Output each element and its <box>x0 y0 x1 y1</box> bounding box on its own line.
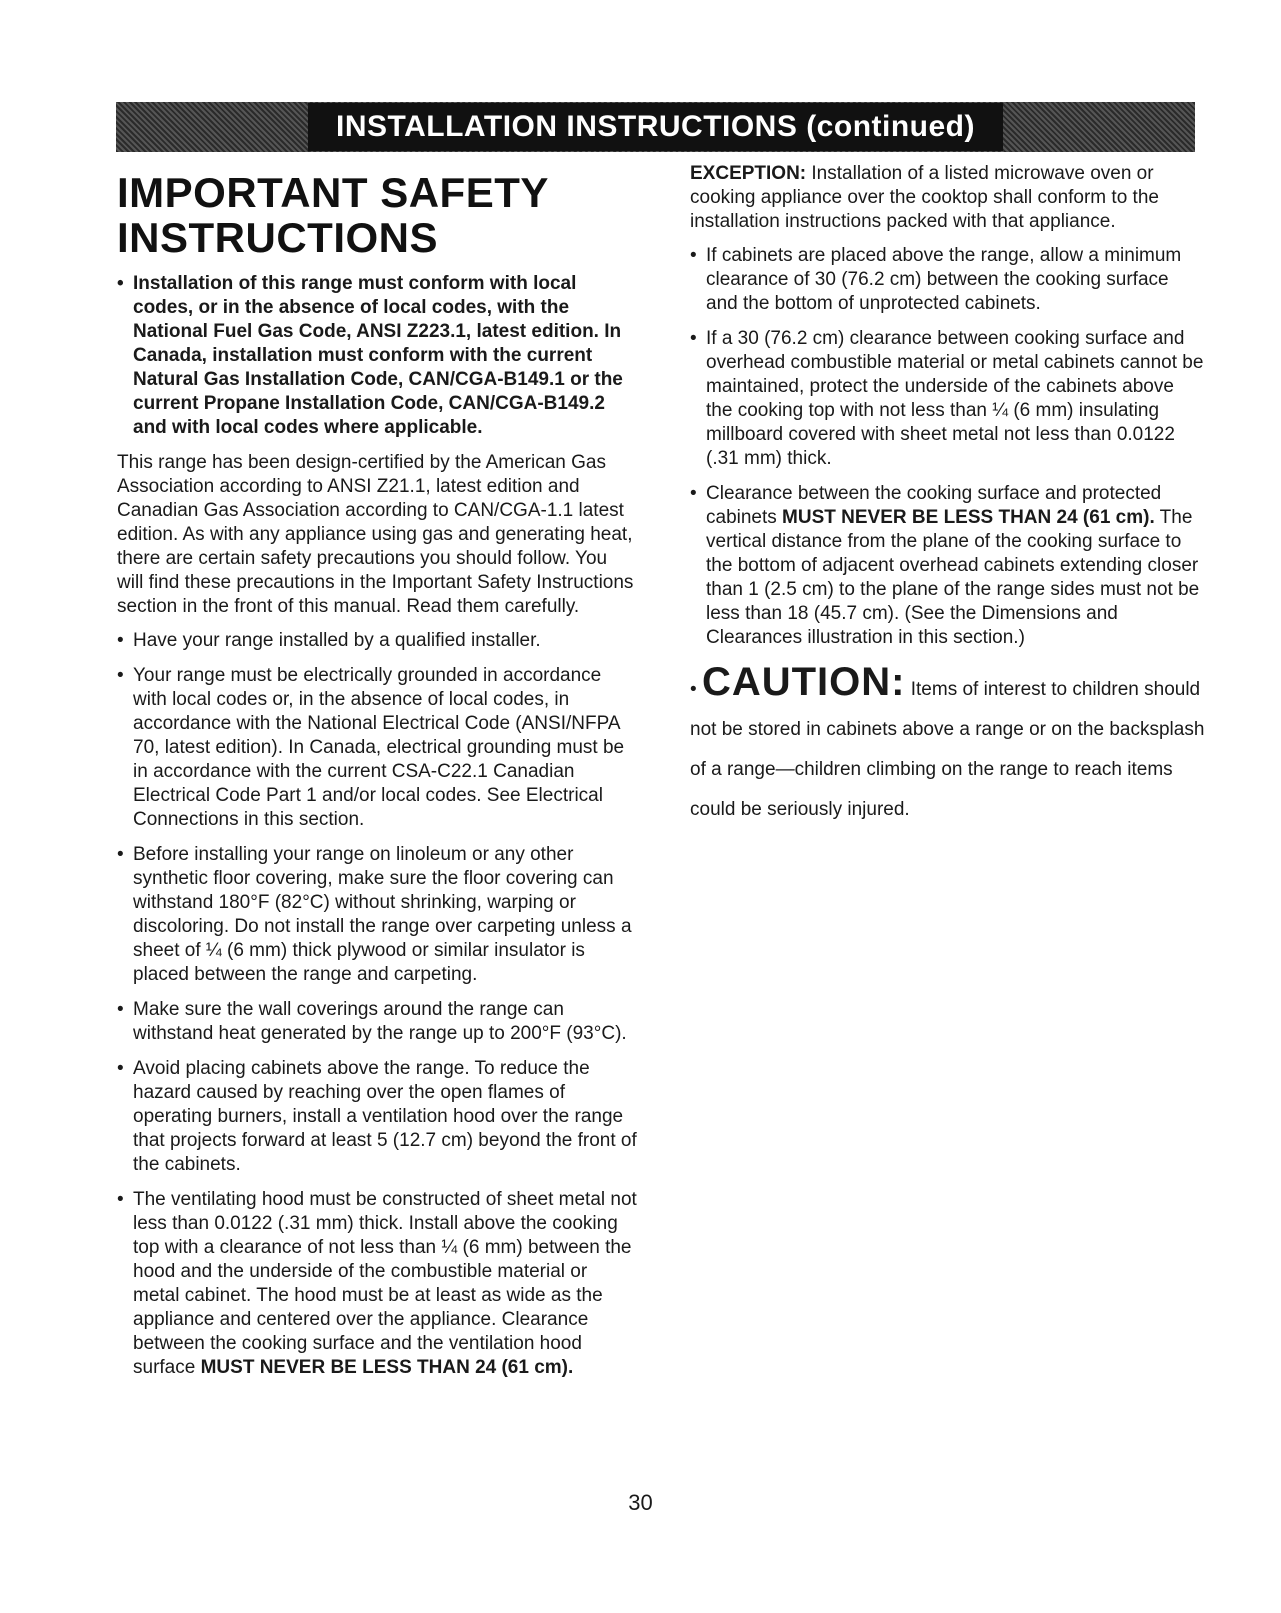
exception-text: Installation of a listed microwave oven or cooking appliance over the cooktop shall conform to the installation instructions packed with that appliance. <box>690 163 1159 232</box>
clearance-text: Clearance between the cooking surface and protected cabinets <box>706 483 1162 528</box>
page-title <box>117 170 637 260</box>
exception-paragraph <box>690 162 1205 234</box>
caution-notice <box>690 662 1205 830</box>
caution-text: Items of interest to children should not be stored in cabinets above a range or on the backsplash of a range—children climbing on the range to reach items could be seriously injured. <box>690 679 1205 820</box>
list-item: • Make sure the wall coverings around the range can withstand heat generated by the range up to 200°F (93°C). <box>117 998 637 1046</box>
title-line-2: INSTRUCTIONS <box>117 214 438 261</box>
right-column <box>690 162 1205 830</box>
clearance-detail: The vertical distance from the plane of the cooking surface to the bottom of adjacent overhead cabinets extending closer than 1 (2.5 cm) to the plane of the range sides must not be less than 18 (45.7 cm). (See the Dimensions and Clearances illustration in this section.) <box>706 507 1200 648</box>
caution-heading: CAUTION: <box>701 660 906 704</box>
list-item: • Have your range installed by a qualified installer. <box>117 629 637 653</box>
left-column <box>117 162 637 1391</box>
title-line-1: IMPORTANT SAFETY <box>117 169 549 216</box>
page-number: 30 <box>628 1490 653 1515</box>
list-item: • Your range must be electrically grounded in accordance with local codes or, in the absence of local codes, in accordance with the National Electrical Code (ANSI/NFPA 70, latest edition). In Canada, electrical grounding must be in accordance with the current CSA-C22.1 Canadian Electrical Code Part 1 and/or local codes. See Electrical Connections in this section. <box>117 664 637 832</box>
clearance-bullet <box>690 482 1205 650</box>
clearance-warning: MUST NEVER BE LESS THAN 24 (61 cm). <box>782 507 1155 528</box>
intro-paragraph: This range has been design-certified by the American Gas Association according to ANSI Z21.1, latest edition and Canadian Gas Association according to CAN/CGA-1.1 latest edition. As with any appliance using gas and generating heat, there are certain safety precautions you should follow. You will find these precautions in the Important Safety Instructions section in the front of this manual. Read them carefully. <box>117 452 634 617</box>
list-item: • Before installing your range on linoleum or any other synthetic floor covering, make sure the floor covering can withstand 180°F (82°C) without shrinking, warping or discoloring. Do not install the range over carpeting unless a sheet of ¼ (6 mm) thick plywood or similar insulator is placed between the range and carpeting. <box>117 843 637 987</box>
code-compliance-bullet: • Installation of this range must conform with local codes, or in the absence of local codes, with the National Fuel Gas Code, ANSI Z223.1, latest edition. In Canada, installation must conform with the current Natural Gas Installation Code, CAN/CGA-B149.1 or the current Propane Installation Code, CAN/CGA-B149.2 and with local codes where applicable. <box>117 272 637 440</box>
caution-bullet: • <box>690 679 697 700</box>
banner-title: INSTALLATION INSTRUCTIONS (continued) <box>308 103 1003 151</box>
list-item: • If cabinets are placed above the range, allow a minimum clearance of 30 (76.2 cm) between the cooking surface and the bottom of unprotected cabinets. <box>690 244 1205 316</box>
list-item: • If a 30 (76.2 cm) clearance between cooking surface and overhead combustible material or metal cabinets cannot be maintained, protect the underside of the cabinets above the cooking top with not less than ¼ (6 mm) insulating millboard covered with sheet metal not less than 0.0122 (.31 mm) thick. <box>690 327 1205 471</box>
list-item: • Avoid placing cabinets above the range. To reduce the hazard caused by reaching over the open flames of operating burners, install a ventilation hood over the range that projects forward at least 5 (12.7 cm) beyond the front of the cabinets. <box>117 1057 637 1177</box>
section-banner <box>116 102 1195 152</box>
hood-text: The ventilating hood must be constructed of sheet metal not less than 0.0122 (.31 mm) thick. Install above the cooking top with a clearance of not less than ¼ (6 mm) between the hood and the underside of the combustible material or metal cabinet. The hood must be at least as wide as the appliance and centered over the appliance. Clearance between the cooking surface and the ventilation hood surface <box>133 1189 637 1378</box>
ventilating-hood-bullet <box>117 1188 637 1380</box>
hood-warning: MUST NEVER BE LESS THAN 24 (61 cm). <box>200 1357 574 1378</box>
exception-label: EXCEPTION: <box>690 163 807 184</box>
